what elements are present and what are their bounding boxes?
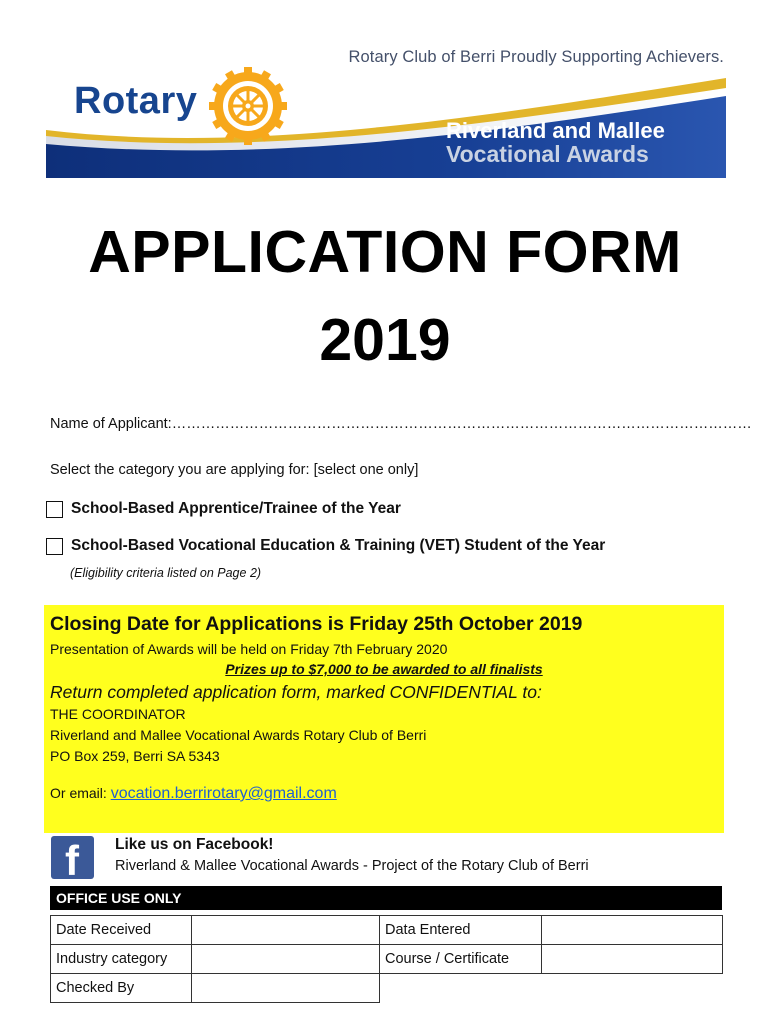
category-prompt: Select the category you are applying for: [select one only]: [50, 462, 419, 478]
data-entered-label: Data Entered: [380, 916, 542, 945]
course-certificate-label: Course / Certificate: [380, 945, 542, 974]
table-row: [51, 916, 723, 945]
empty-cell: [380, 974, 542, 1003]
category-option-apprentice[interactable]: [46, 499, 401, 519]
email-row: [50, 785, 337, 803]
header-banner: [46, 38, 726, 178]
office-use-header: [50, 886, 722, 910]
facebook-icon[interactable]: f: [51, 836, 94, 879]
apprentice-label: School-Based Apprentice/Trainee of the Year: [71, 500, 401, 517]
empty-cell: [542, 974, 723, 1003]
email-label: Or email:: [50, 785, 111, 801]
banner-tagline: Rotary Club of Berri Proudly Supporting Achievers.: [348, 48, 724, 66]
rotary-wheel-icon: [208, 66, 288, 146]
date-received-label: Date Received: [51, 916, 192, 945]
rotary-logo-text: Rotary: [74, 80, 198, 122]
course-certificate-field[interactable]: [542, 945, 723, 974]
form-year: 2019: [319, 307, 451, 373]
address-line: PO Box 259, Berri SA 5343: [50, 748, 220, 764]
table-row: [51, 945, 723, 974]
email-link[interactable]: vocation.berrirotary@gmail.com: [110, 785, 337, 802]
prizes-note: Prizes up to $7,000 to be awarded to all finalists: [225, 661, 543, 677]
facebook-subtitle: Riverland & Mallee Vocational Awards - Project of the Rotary Club of Berri: [115, 858, 589, 874]
table-row: [51, 974, 723, 1003]
address-line: THE COORDINATOR: [50, 706, 186, 722]
checked-by-field[interactable]: [192, 974, 380, 1003]
applicant-name-field[interactable]: Name of Applicant:…………………………………………………………………………………………………………: [50, 416, 752, 432]
date-received-field[interactable]: [192, 916, 380, 945]
category-option-vet[interactable]: [46, 536, 605, 556]
industry-category-label: Industry category: [51, 945, 192, 974]
address-line: Riverland and Mallee Vocational Awards Rotary Club of Berri: [50, 727, 427, 743]
apprentice-checkbox[interactable]: [46, 501, 63, 518]
facebook-title: Like us on Facebook!: [115, 836, 274, 853]
data-entered-field[interactable]: [542, 916, 723, 945]
closing-notice-box: [44, 605, 724, 833]
form-title: APPLICATION FORM: [88, 219, 682, 285]
presentation-date: Presentation of Awards will be held on Friday 7th February 2020: [50, 641, 448, 657]
vet-checkbox[interactable]: [46, 538, 63, 555]
office-use-table: [50, 915, 723, 1003]
eligibility-note: (Eligibility criteria listed on Page 2): [70, 566, 262, 580]
banner-title-line1: Riverland and Mallee: [446, 118, 665, 143]
office-use-title: OFFICE USE ONLY: [56, 890, 182, 906]
closing-date: Closing Date for Applications is Friday 25th October 2019: [50, 613, 583, 635]
banner-title-line2: Vocational Awards: [446, 141, 649, 167]
vet-label: School-Based Vocational Education & Training (VET) Student of the Year: [71, 537, 606, 554]
industry-category-field[interactable]: [192, 945, 380, 974]
return-instructions: Return completed application form, marked CONFIDENTIAL to:: [50, 682, 542, 702]
checked-by-label: Checked By: [51, 974, 192, 1003]
